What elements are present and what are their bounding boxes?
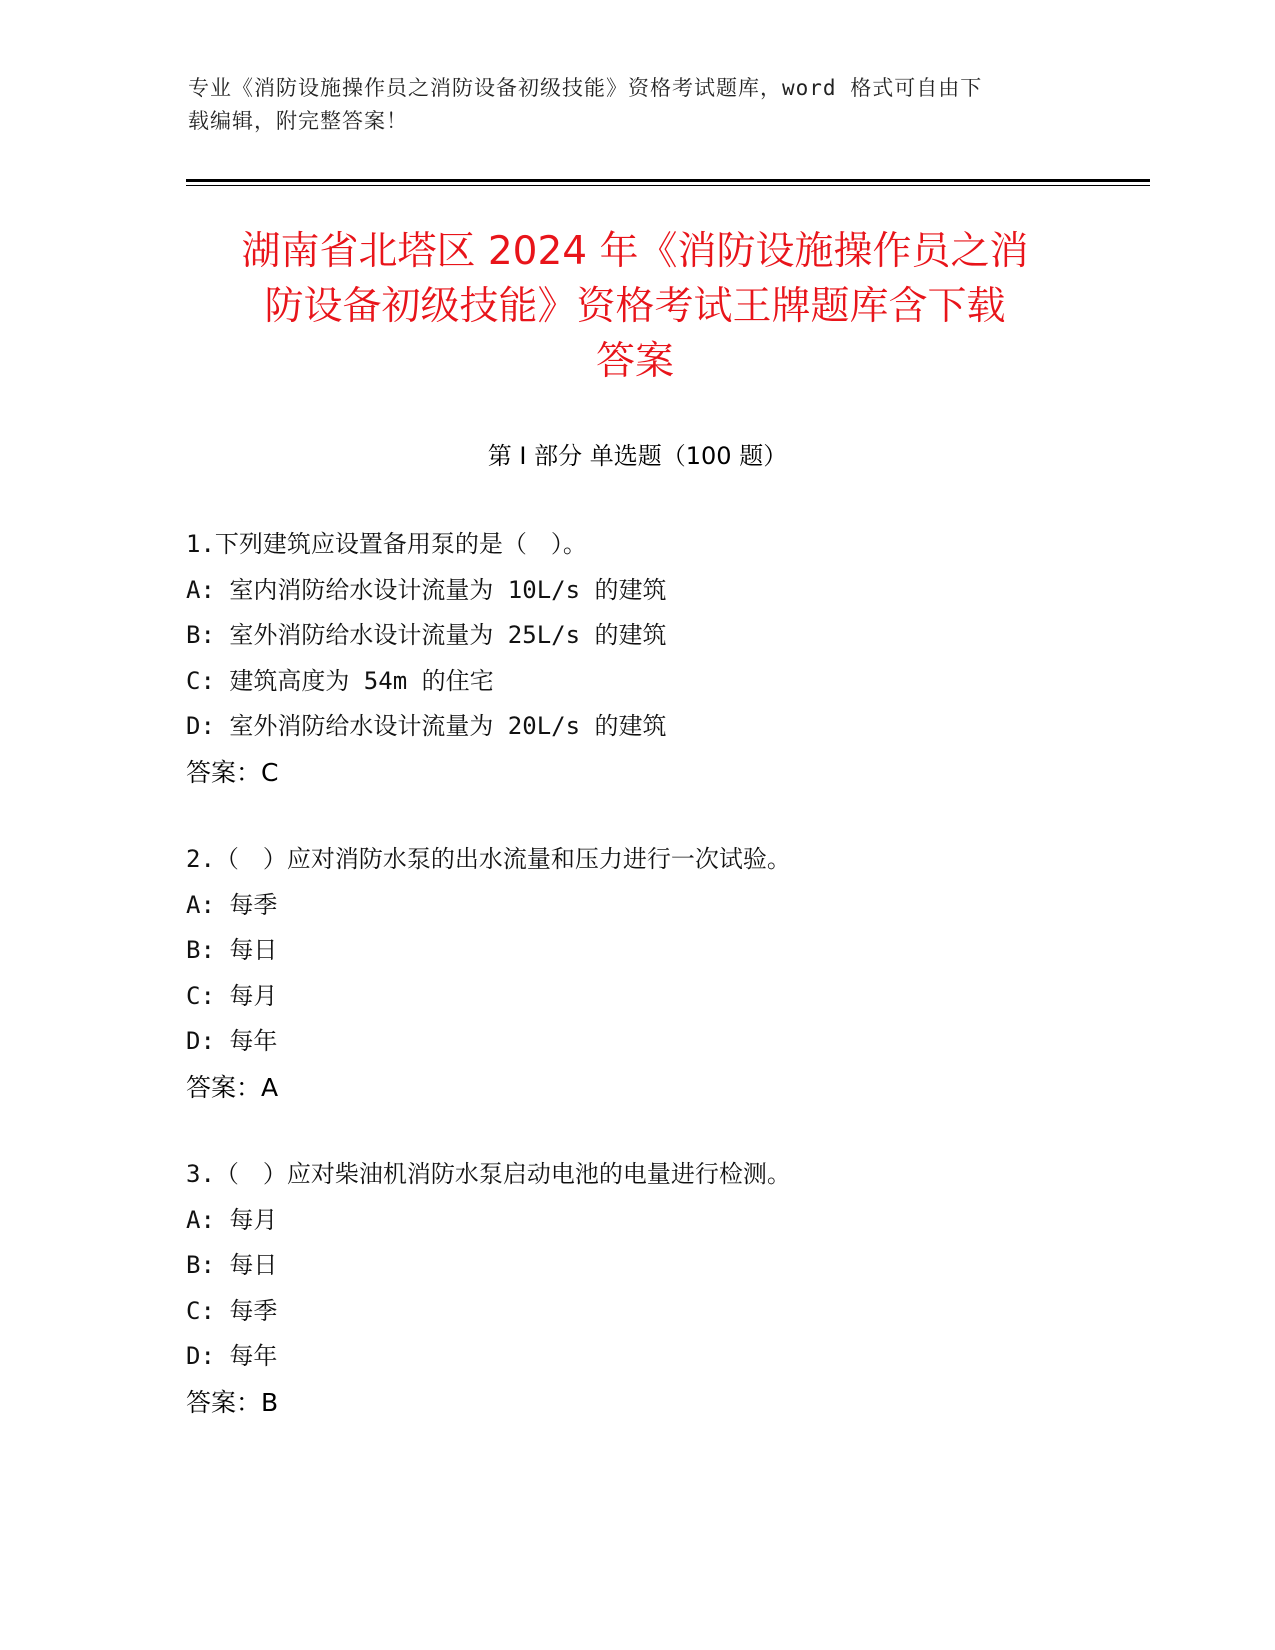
answer-text: 答案：A [186,1072,279,1102]
header-note-line-2: 载编辑，附完整答案！ [188,109,408,133]
option-c: C: 每月 [186,981,278,1010]
answer-text: 答案：C [186,757,279,787]
option-a: A: 室内消防给水设计流量为 10L/s 的建筑 [186,575,667,604]
document-title-line-2: 防设备初级技能》资格考试王牌题库含下载 [264,284,1006,329]
header-divider-thin [186,185,1150,186]
option-c: C: 每季 [186,1296,278,1325]
answer-text: 答案：B [186,1387,279,1417]
question-2 [186,837,1146,1110]
option-a: A: 每月 [186,1205,278,1234]
question-stem: 2.（ ）应对消防水泵的出水流量和压力进行一次试验。 [186,845,791,873]
option-d: D: 每年 [186,1027,278,1055]
header-note [188,72,1088,138]
option-b: B: 每日 [186,936,278,964]
option-c: C: 建筑高度为 54m 的住宅 [186,666,494,695]
option-b: B: 每日 [186,1251,278,1279]
option-d: D: 每年 [186,1342,278,1370]
question-stem: 1.下列建筑应设置备用泵的是（ ）。 [186,530,587,558]
question-1 [186,522,1146,795]
document-title [170,224,1100,389]
option-d: D: 室外消防给水设计流量为 20L/s 的建筑 [186,712,667,740]
header-divider-thick [186,179,1150,182]
header-note-line-1: 专业《消防设施操作员之消防设备初级技能》资格考试题库，word 格式可自由下 [188,76,983,100]
option-a: A: 每季 [186,890,278,919]
document-title-line-3: 答案 [595,339,674,384]
question-3 [186,1152,1146,1425]
document-title-line-1: 湖南省北塔区 2024 年《消防设施操作员之消 [241,229,1029,274]
question-stem: 3.（ ）应对柴油机消防水泵启动电池的电量进行检测。 [186,1160,791,1188]
section-heading: 第 I 部分 单选题（100 题） [487,442,788,470]
option-b: B: 室外消防给水设计流量为 25L/s 的建筑 [186,621,667,649]
